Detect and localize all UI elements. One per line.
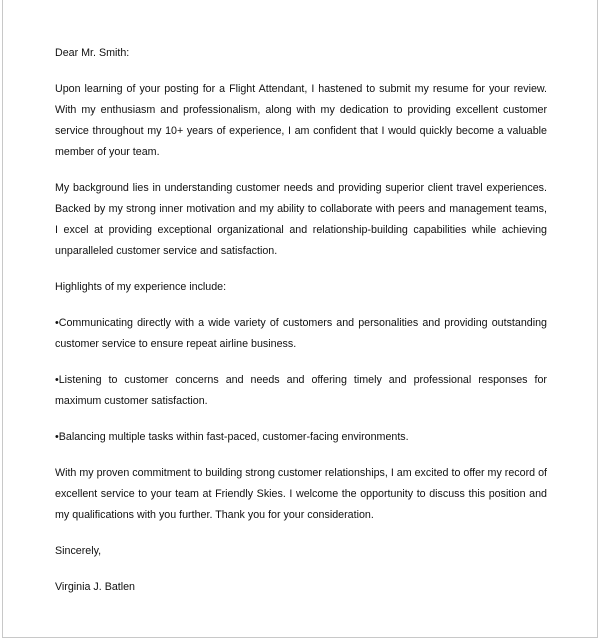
- document-page: [2, 0, 598, 638]
- highlight-item-balancing: •Balancing multiple tasks within fast-paced, customer-facing environments.: [55, 431, 409, 443]
- salutation: Dear Mr. Smith:: [55, 47, 130, 59]
- paragraph-intro: Upon learning of your posting for a Flight Attendant, I hastened to submit my resume for your review. With my enthusiasm and professionalism, along with my dedication to providing excellent customer service throughout my 10+ years of experience, I am confident that I would quickly become a valuable member of your team.: [55, 83, 547, 158]
- highlights-intro: Highlights of my experience include:: [55, 281, 227, 293]
- paragraph-background: My background lies in understanding customer needs and providing superior client travel experiences. Backed by my strong inner motivation and my ability to collaborate with peers and management teams, I excel at providing exceptional organizational and relationship-building capabilities while achieving unparalleled customer service and satisfaction.: [55, 182, 547, 257]
- paragraph-closing: With my proven commitment to building strong customer relationships, I am excited to offer my record of excellent service to your team at Friendly Skies. I welcome the opportunity to discuss this position and my qualifications with you further. Thank you for your consideration.: [55, 467, 547, 521]
- cover-letter: [55, 43, 547, 613]
- highlight-item-communicating: •Communicating directly with a wide variety of customers and personalities and providing outstanding customer service to ensure repeat airline business.: [55, 317, 547, 350]
- signature-name: Virginia J. Batlen: [55, 581, 136, 593]
- highlight-item-listening: •Listening to customer concerns and needs and offering timely and professional responses for maximum customer satisfaction.: [55, 374, 547, 407]
- signoff: Sincerely,: [55, 545, 102, 557]
